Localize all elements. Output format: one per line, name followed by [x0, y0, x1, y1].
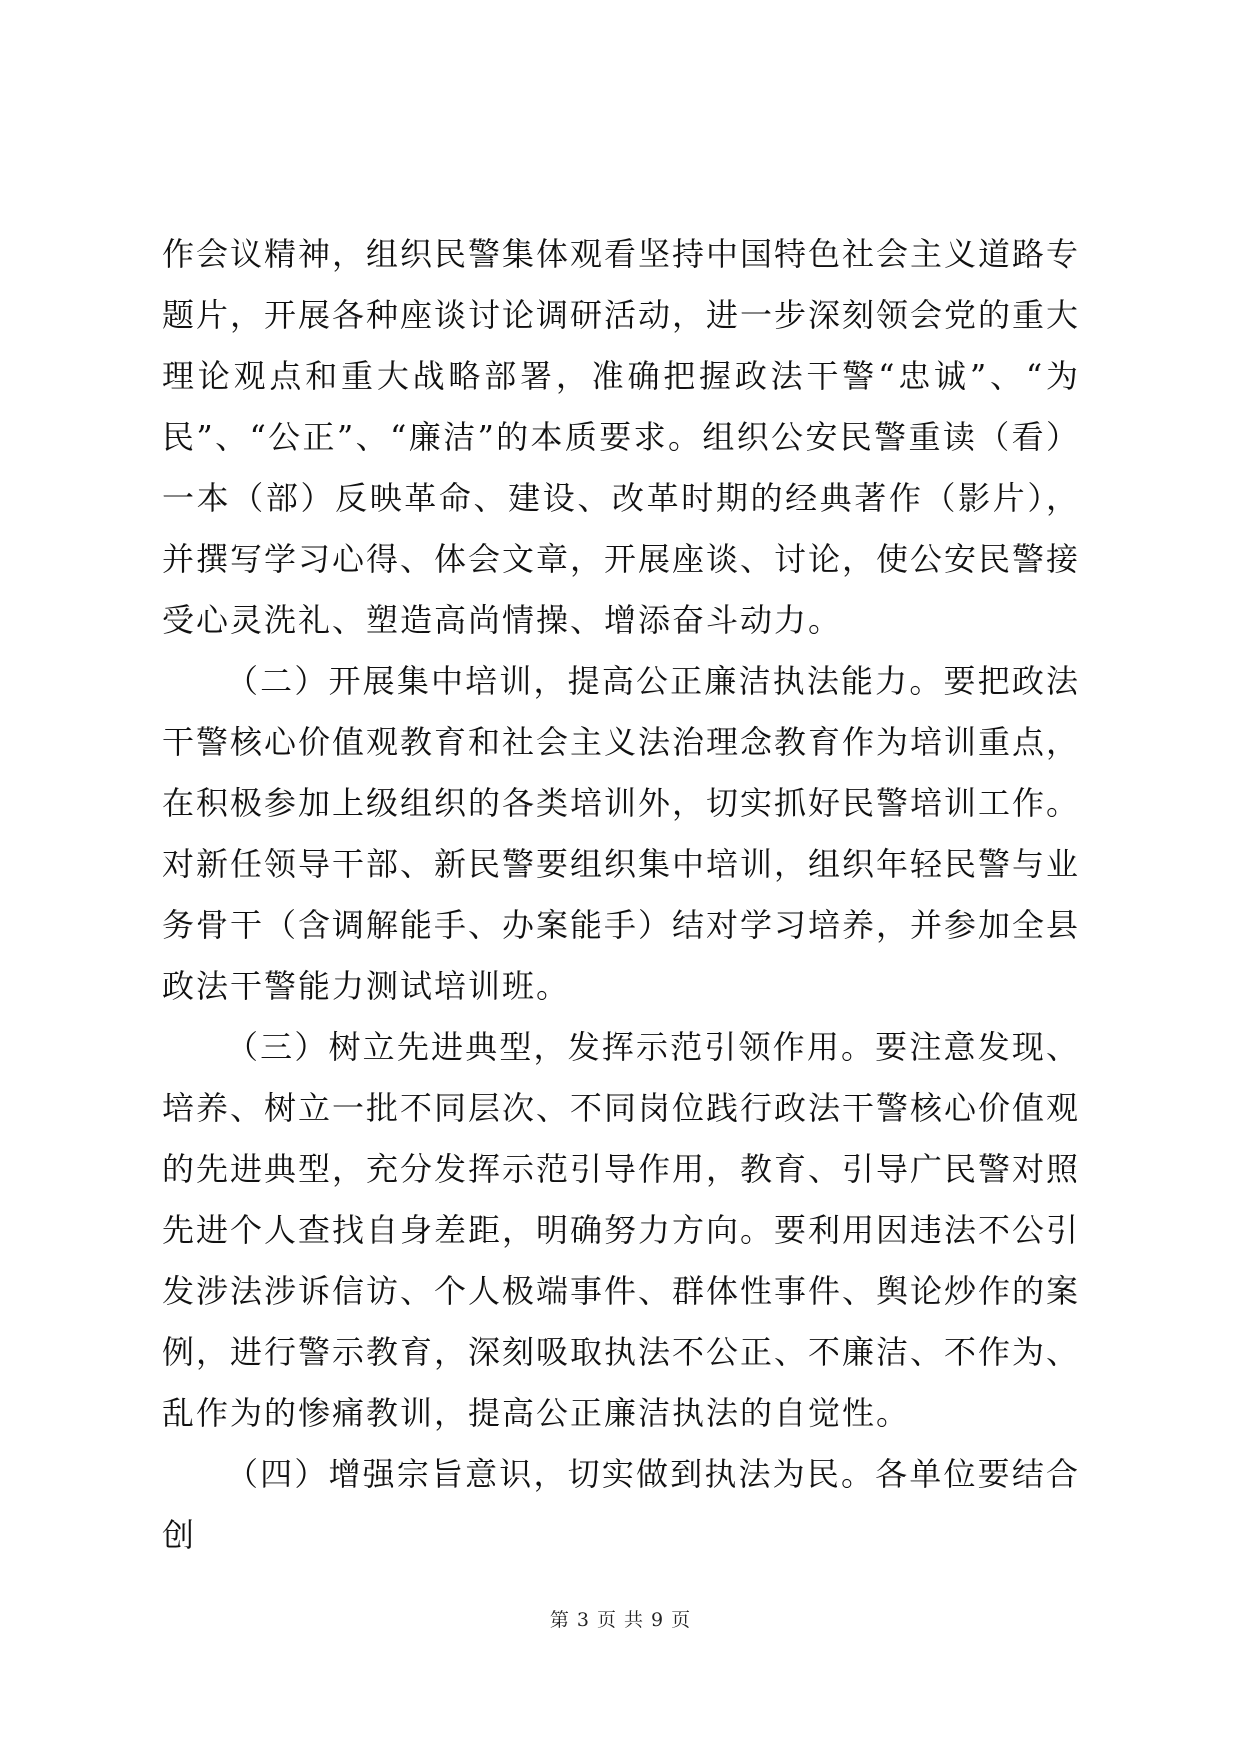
paragraph-continuation: 作会议精神，组织民警集体观看坚持中国特色社会主义道路专题片，开展各种座谈讨论调研活动，进一步深刻领会党的重大理论观点和重大战略部署，准确把握政法干警“忠诚”、“为民”、“公正”、“廉洁”的本质要求。组织公安民警重读（看）一本（部）反映革命、建设、改革时期的经典著作（影片），并撰写学习心得、体会文章，开展座谈、讨论，使公安民警接受心灵洗礼、塑造高尚情操、增添奋斗动力。: [162, 235, 1081, 639]
paragraph-section-3: （三）树立先进典型，发挥示范引领作用。要注意发现、培养、树立一批不同层次、不同岗位践行政法干警核心价值观的先进典型，充分发挥示范引导作用，教育、引导广民警对照先进个人查找自身差距，明确努力方向。要利用因违法不公引发涉法涉诉信访、个人极端事件、群体性事件、舆论炒作的案例，进行警示教育，深刻吸取执法不公正、不廉洁、不作为、乱作为的惨痛教训，提高公正廉洁执法的自觉性。: [162, 1028, 1081, 1432]
paragraph-section-4: （四）增强宗旨意识，切实做到执法为民。各单位要结合创: [162, 1455, 1080, 1554]
paragraph-section-2: （二）开展集中培训，提高公正廉洁执法能力。要把政法干警核心价值观教育和社会主义法治理念教育作为培训重点，在积极参加上级组织的各类培训外，切实抓好民警培训工作。对新任领导干部、新民警要组织集中培训，组织年轻民警与业务骨干（含调解能手、办案能手）结对学习培养，并参加全县政法干警能力测试培训班。: [162, 662, 1081, 1005]
page-number-footer: 第 3 页 共 9 页: [549, 1609, 692, 1631]
document-body: [162, 224, 1080, 1566]
